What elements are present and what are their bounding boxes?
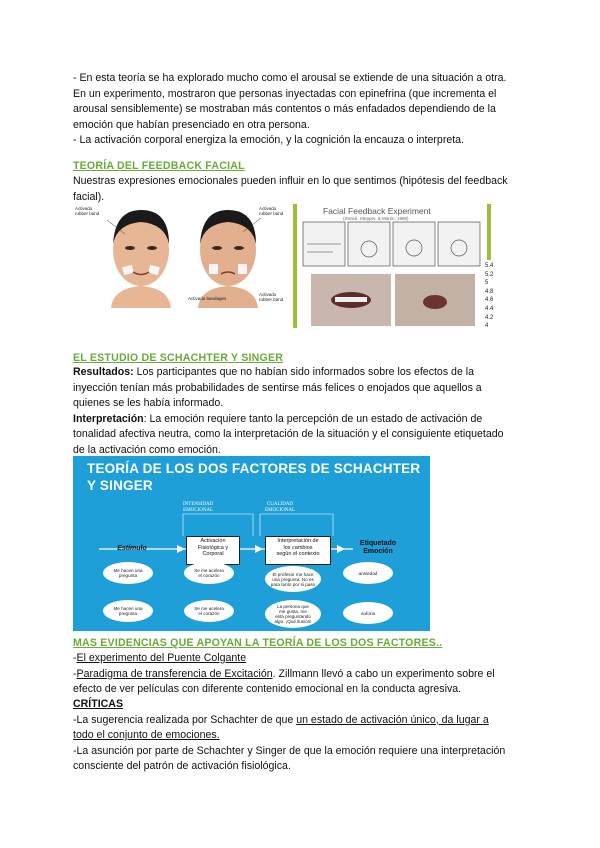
interp-line-3: de la activación como emoción. [73,443,221,456]
experiment-scale [485,262,493,331]
results-line-2: inyección tenían más probabilidades de sentirse más felices o enojados que aquellos a [73,381,482,394]
evidence-item-2: -Paradigma de transferencia de Excitación. Zillmann llevó a cabo un experimento sobre el [73,667,495,680]
scale-value: 5 [485,280,489,287]
schachter-paragraph [73,365,528,458]
intro-paragraph [73,71,528,149]
intro-line-2: En un experimento, mostraron que personas inyectadas con epinefrina (que incrementa el [73,87,497,100]
criticas-line-2: todo el conjunto de emociones. [73,729,220,741]
oval-corazon-2: Se me acelera el corazón [184,600,234,622]
results-text-1: Los participantes que no habían sido informados sobre los efectos de la [133,366,475,378]
evidence-item-2-rest: . Zillmann llevó a cabo un experimento sobre el [272,667,495,680]
results-line-3: quienes se les había informado. [73,397,224,409]
criticas-1-text: -La sugerencia realizada por Schachter de que [73,713,297,726]
scale-value: 5.2 [485,271,494,278]
scale-value: 4.8 [485,288,494,295]
interp-line-2: tonalidad afectiva neutra, como la interpretación de la situación y el consiguiente etiquetado [73,428,504,440]
interp-label: Interpretación [73,412,144,425]
evidence-item-1-text: El experimento del Puente Colgante [76,652,247,664]
evidence-item-2-link: Paradigma de transferencia de Excitación [76,667,273,680]
box-estimulo: Estímulo [117,545,147,552]
criticas-1-underlined: un estado de activación único, da lugar a [296,713,489,726]
oval-pregunta-2: Me hacen una pregunta [103,600,153,622]
face-right [198,210,258,308]
oval-pregunta-1: Me hacen una pregunta [103,562,153,584]
annotation-bottom-right: Activado rubber band [259,292,284,302]
evidence-heading: MAS EVIDENCIAS QUE APOYAN LA TEORÍA DE LOS DOS FACTORES.. [73,637,443,649]
diagram-title-line-1: TEORÍA DE LOS DOS FACTORES DE SCHACHTER [87,461,421,476]
oval-corazon-1: Se me acelera el corazón [184,562,234,584]
diagram-title-line-2: Y SINGER [87,478,153,493]
results-line-1 [73,365,528,381]
oval-ansiedad: ansiedad [343,562,393,584]
oval-euforia: euforia [343,602,393,624]
results-label: Resultados: [73,366,134,378]
annotation-top-right: Activado rubber band [259,206,284,216]
evidence-item-2-line-2: efecto de ver películas con diferente contenido emocional en la conducta agresiva. [73,683,462,695]
scale-value: 4.4 [485,305,494,312]
criticas-line-3: -La asunción por parte de Schachter y Singer de que la emoción requiere una interpretación [73,744,506,757]
schachter-heading: EL ESTUDIO DE SCHACHTER Y SINGER [73,352,284,364]
faces-illustration [73,204,288,308]
box-interpretacion: Interpretación de los cambios según el contexto [265,536,331,565]
label-cualidad: CUALIDAD EMOCIONAL [265,502,295,513]
evidence-paragraph [73,651,528,698]
box-etiquetado: Etiquetado Emoción [359,540,397,555]
oval-interpretacion-1: El profesor me hace una pregunta. No es para tanto por si paso [265,566,321,592]
annotation-bottom-mid: Activado bandages [188,296,227,301]
box-activacion: Activación Fisiológica y Corporal [186,536,240,565]
feedback-paragraph [73,174,528,205]
feedback-heading: TEORÍA DEL FEEDBACK FACIAL [73,160,245,172]
criticas-line-4: consciente del patrón de activación fisiológica. [73,760,291,772]
facial-feedback-experiment-image [293,204,501,332]
facial-feedback-faces-image [73,204,288,308]
oval-interpretacion-2: La persona que me gusta, me está preguntando algo. ¡Qué ilusión! [265,600,321,628]
scale-value: 4 [485,323,489,330]
evidence-item-1: -El experimento del Puente Colgante [73,652,247,664]
two-factor-diagram [73,456,430,631]
scale-value: 4.6 [485,297,494,304]
interp-line-1 [73,412,528,428]
criticas-section [73,697,528,775]
intro-line-1: - En esta teoría se ha explorado mucho como el arousal se extiende de una situación a otra. [73,72,507,84]
label-intensidad: INTENSIDAD EMOCIONAL [183,502,214,513]
intro-line-5: - La activación corporal energiza la emoción, y la cognición la encauza o interpreta. [73,134,465,146]
criticas-heading: CRÍTICAS [73,698,124,710]
feedback-line-1: Nuestras expresiones emocionales pueden influir en lo que sentimos (hipótesis del feedback [73,175,508,187]
interp-text-1: : La emoción requiere tanto la percepción de un estado de activación de [143,412,483,425]
experiment-title: Facial Feedback Experiment [323,206,431,216]
experiment-illustration [293,204,501,332]
feedback-line-2: facial). [73,190,105,203]
scale-value: 4.2 [485,314,494,321]
criticas-line-1 [73,713,528,729]
face-left [111,210,171,308]
annotation-top-left: Activado rubber band [75,206,100,216]
experiment-subtitle: (Strack, Stepper, & Martin, 1988) [343,216,409,221]
intro-line-4: emoción que habían presenciado en otra persona. [73,118,310,131]
scale-value: 5.4 [485,263,494,269]
intro-line-3: arousal sensiblemente) se mostraban más contentos o más enfadados dependiendo de la [73,103,496,115]
